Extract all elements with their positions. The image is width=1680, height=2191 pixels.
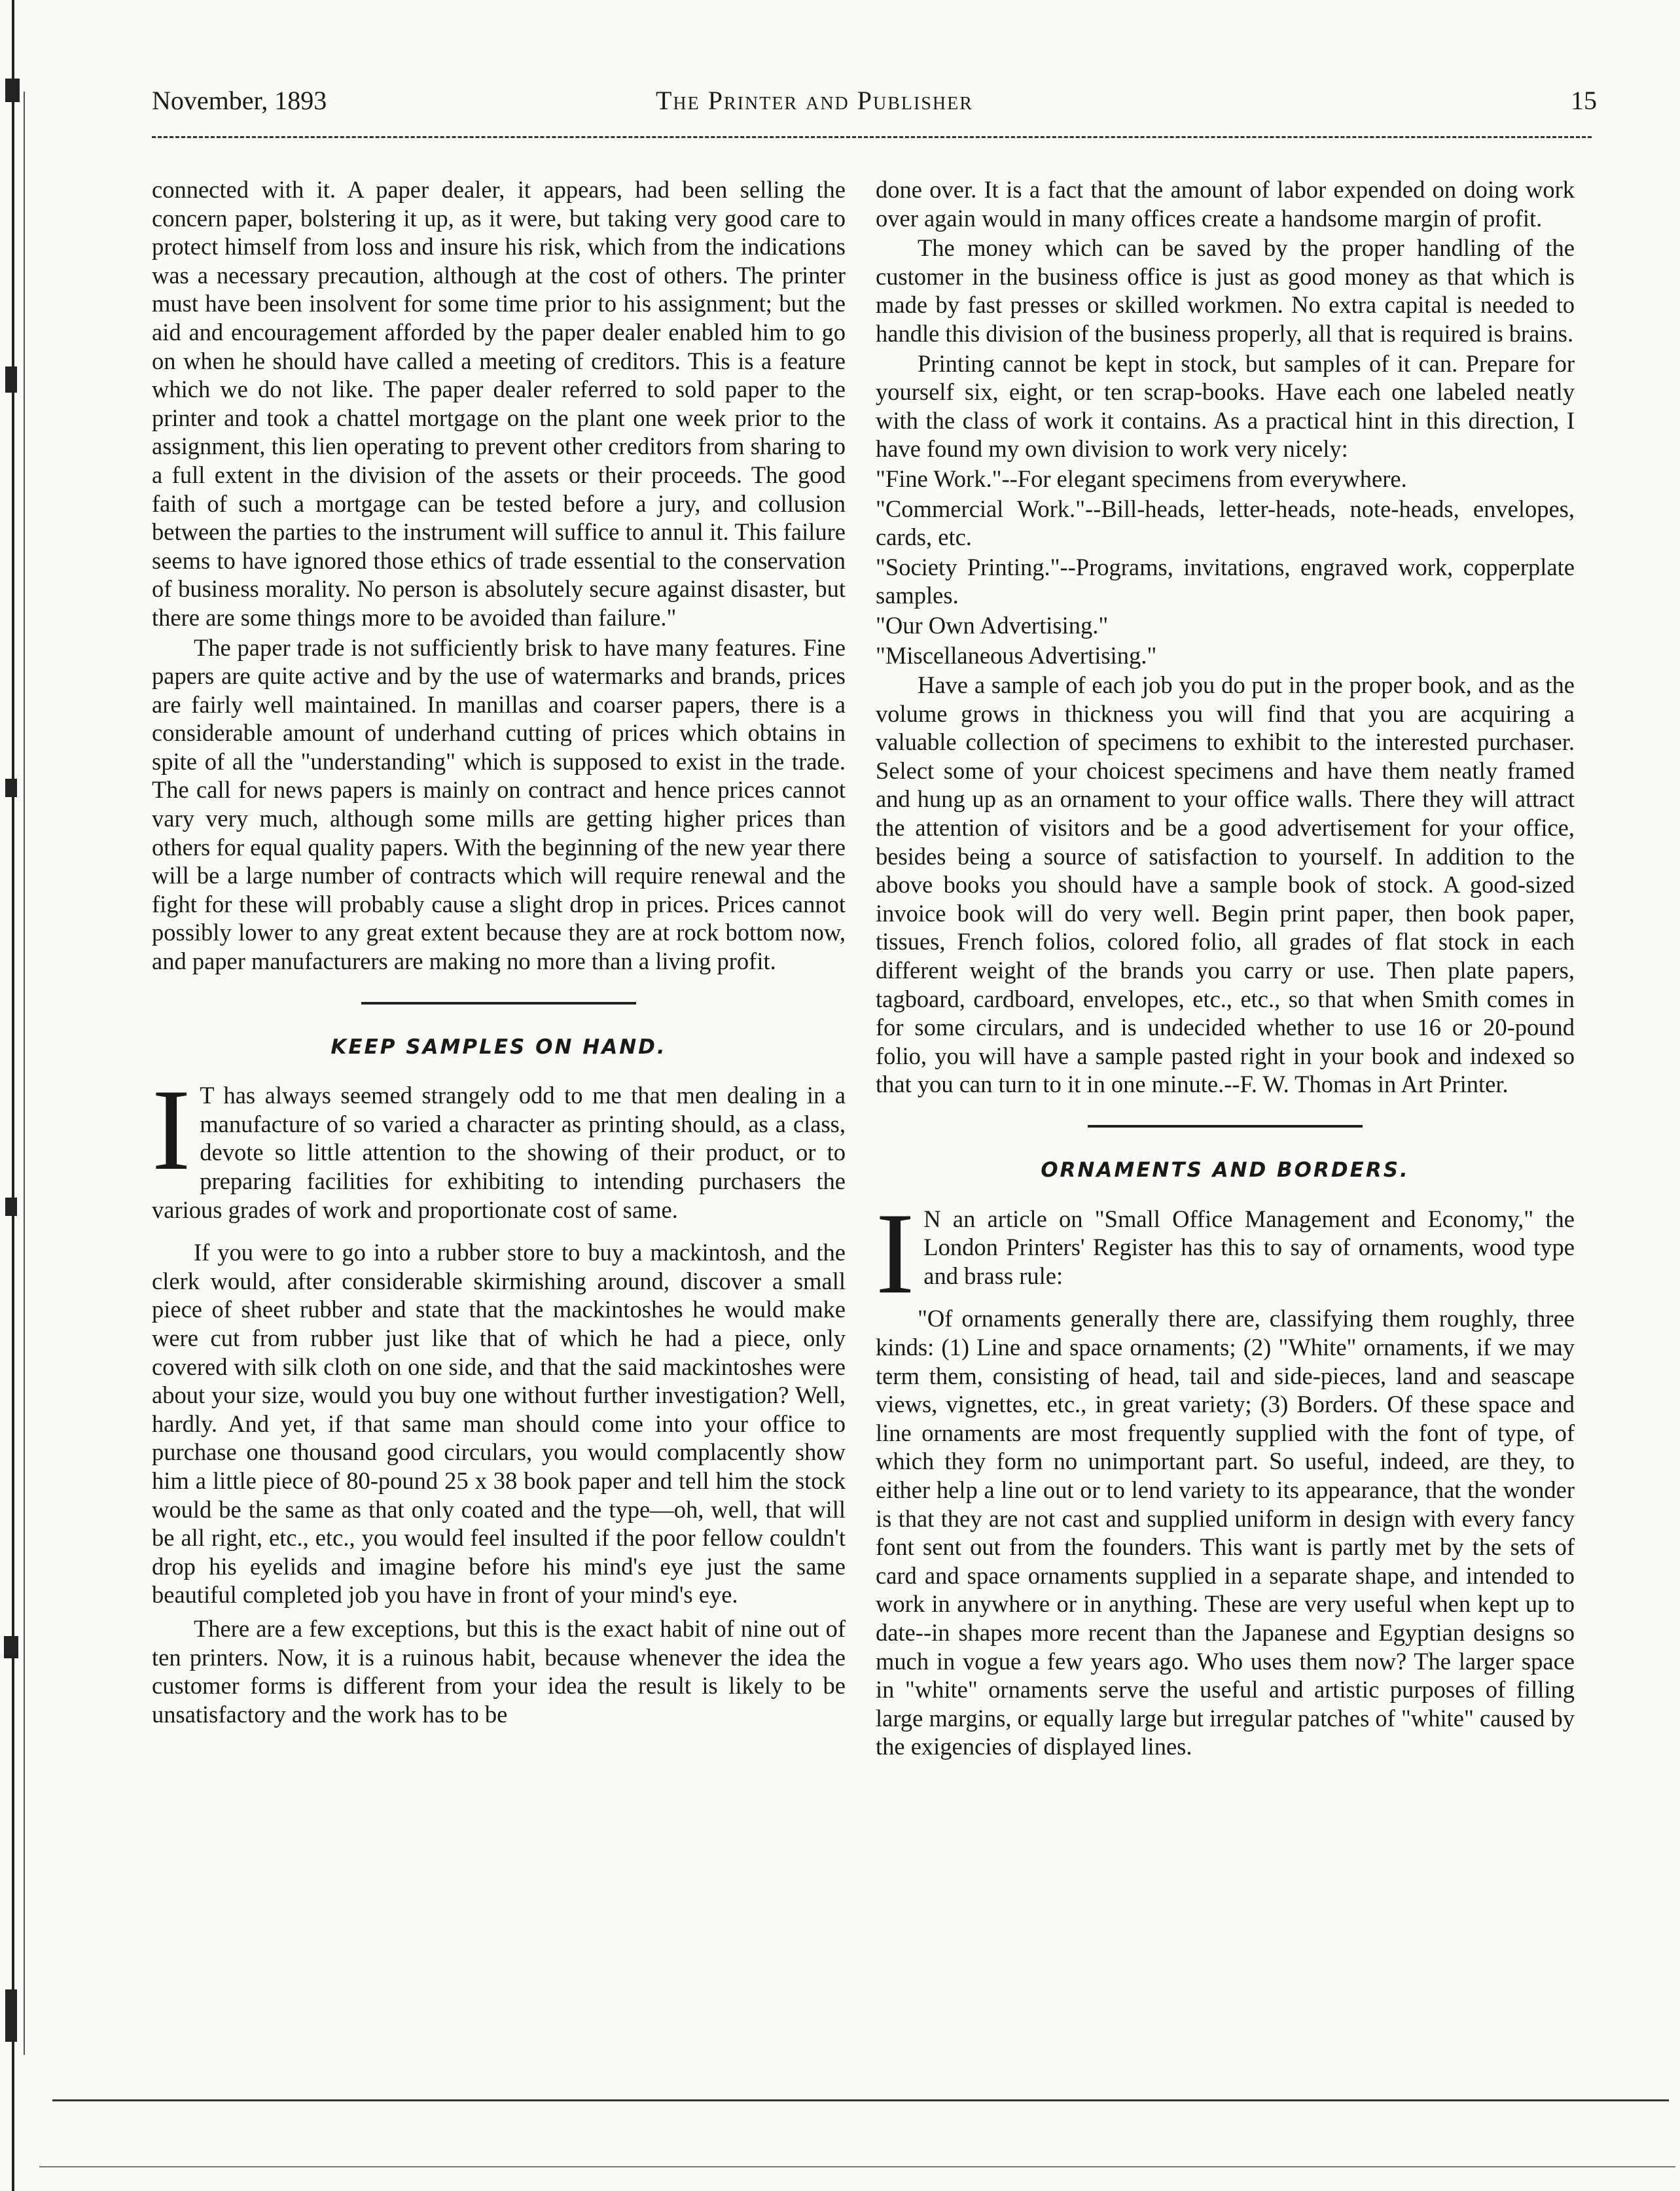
- list-item: "Commercial Work."--Bill-heads, letter-heads, note-heads, envelopes, cards, etc.: [876, 495, 1575, 551]
- section-divider: [361, 1002, 636, 1005]
- binding-mark: [5, 79, 20, 102]
- list-item: "Fine Work."--For elegant specimens from everywhere.: [876, 465, 1407, 492]
- list-item: "Miscellaneous Advertising.": [876, 641, 1157, 669]
- list-item: "Society Printing."--Programs, invitations, engraved work, copperplate samples.: [876, 553, 1575, 609]
- binding-mark: [5, 1198, 17, 1216]
- binding-mark: [5, 779, 17, 797]
- drop-cap: I: [876, 1188, 915, 1318]
- right-column: [876, 175, 1575, 1761]
- paragraph-text: T has always seemed strangely odd to me that men dealing in a manufacture of so varied a character as printing should, as a class, devote so little attention to the showing of their product, or to preparing facilities for exhibiting to intending purchasers the various grades of work and proportionate cost of same.: [152, 1082, 846, 1223]
- paragraph-text: N an article on "Small Office Management and Economy," the London Printers' Register has this to say of ornaments, wood type and brass rule:: [923, 1205, 1575, 1289]
- binding-mark: [5, 366, 17, 393]
- section-heading: KEEP SAMPLES ON HAND.: [331, 1035, 667, 1059]
- paragraph: The money which can be saved by the proper handling of the customer in the business office is just as good money as that which is made by fast presses or skilled workmen. No extra capital is needed to handle this division of the business properly, all that is required is brains.: [876, 234, 1575, 347]
- paragraph: Have a sample of each job you do put in the proper book, and as the volume grows in thickness you will find that you are acquiring a valuable collection of specimens to exhibit to the interested purchaser. Select some of your choicest specimens and have them neatly framed and hung up as an ornament to your office walls. There they will attract the attention of visitors and be a good advertisement for your office, besides being a source of satisfaction to yourself. In addition to the above books you should have a sample book of stock. A good-sized invoice book will do very well. Begin print paper, then book paper, tissues, French folios, colored folio, all grades of flat stock in each different weight of the brands you carry or use. Then plate papers, tagboard, cardboard, envelopes, etc., etc., so that when Smith comes in for some circulars, and is undecided whether to use 16 or 20-pound folio, you will have a sample pasted right in your book and indexed so that you can turn to it in one minute.--F. W. Thomas in Art Printer.: [876, 671, 1575, 1098]
- paragraph: The paper trade is not sufficiently brisk to have many features. Fine papers are quite active and by the use of watermarks and brands, prices are fairly well maintained. In manillas and coarser papers, there is a considerable amount of underhand cutting of prices which obtains in spite of all the "understanding" which is supposed to exist in the trade. The call for news papers is mainly on contract and hence prices cannot vary very much, although some mills are getting higher prices than others for equal quality papers. With the beginning of the new year there will be a large number of contracts which will require renewal and the fight for these will probably cause a slight drop in prices. Prices cannot possibly lower to any great extent because they are at rock bottom now, and paper manufacturers are making no more than a living profit.: [152, 633, 846, 975]
- bottom-rule: [52, 2099, 1669, 2101]
- section-opening-paragraph: [152, 1065, 846, 1224]
- paragraph: "Of ornaments generally there are, classifying them roughly, three kinds: (1) Line and space ornaments; (2) "White" ornaments, if we may term them, consisting of head, tail and side-pieces, land and seascape views, vignettes, etc., in great variety; (3) Borders. Of these space and line ornaments are most frequently supplied with the font of type, of which they form no unimportant part. So useful, indeed, are they, to either help a line out or to lend variety to its appearance, that the wonder is that they are not cast and supplied uniform in design with every fancy font sent out from the founders. This want is partly met by the sets of card and space ornaments supplied in a separate shape, and intended to work in anywhere or in anything. These are very useful when kept up to date--in shapes more recent than the Japanese and Egyptian designs so much in vogue a few years ago. Who uses them now? The larger space in "white" ornaments serve the useful and artistic purposes of filling large margins, or equally large but irregular patches of "white" caused by the exigencies of displayed lines.: [876, 1305, 1575, 1760]
- paragraph: There are a few exceptions, but this is the exact habit of nine out of ten printers. Now, it is a ruinous habit, because whenever the idea the customer forms is different from your idea the result is likely to be unsatisfactory and the work has to be: [152, 1614, 846, 1728]
- binding-edge: [12, 0, 14, 2191]
- paragraph: connected with it. A paper dealer, it appears, had been selling the concern paper, bolstering it up, as it were, but taking very good care to protect himself from loss and insure his risk, which from the indications was a necessary precaution, although at the cost of others. The printer must have been insolvent for some time prior to his assignment; but the aid and encouragement afforded by the paper dealer enabled him to go on when he should have called a meeting of creditors. This is a feature which we do not like. The paper dealer referred to sold paper to the printer and took a chattel mortgage on the plant one week prior to the assignment, this lien operating to prevent other creditors from sharing to a full extent in the division of the assets or their proceeds. The good faith of such a mortgage can be tested before a jury, and collusion between the parties to the instrument will suffice to annul it. This failure seems to have ignored those ethics of trade essential to the conservation of business morality. No person is absolutely secure against disaster, but there are some things more to be avoided than failure.": [152, 176, 846, 631]
- section-heading: ORNAMENTS AND BORDERS.: [1041, 1158, 1410, 1182]
- drop-cap: I: [152, 1065, 191, 1195]
- running-head: [152, 85, 1597, 124]
- section-opening-paragraph: [876, 1188, 1575, 1318]
- paragraph: done over. It is a fact that the amount of labor expended on doing work over again would in many offices create a handsome margin of profit.: [876, 176, 1575, 232]
- binding-mark: [4, 1636, 18, 1658]
- list-item: "Our Own Advertising.": [876, 611, 1109, 639]
- page-number: 15: [1571, 86, 1597, 115]
- paragraph: If you were to go into a rubber store to buy a mackintosh, and the clerk would, after considerable skirmishing around, discover a small piece of sheet rubber and state that the mackintoshes he would make were cut from rubber just like that of which he had a piece, only covered with silk cloth on one side, and that the said mackintoshes were about your size, would you buy one without further investigation? Well, hardly. And yet, if that same man should come into your office to purchase one thousand good circulars, you would complacently show him a little piece of 80-pound 25 x 38 book paper and tell him the stock would be the same as that only coated and the type—oh, well, that will be all right, etc., etc., you would feel insulted if the poor fellow couldn't drop his eyelids and imagine before his mind's eye just the same beautiful completed job you have in front of your mind's eye.: [152, 1239, 846, 1609]
- binding-shadow: [24, 92, 25, 2055]
- issue-date: November, 1893: [152, 86, 327, 115]
- paragraph: Printing cannot be kept in stock, but samples of it can. Prepare for yourself six, eight, or ten scrap-books. Have each one labeled neatly with the class of work it contains. As a practical hint in this direction, I have found my own division to work very nicely:: [876, 349, 1575, 463]
- page-edge: [39, 2166, 1675, 2167]
- publication-title: The Printer and Publisher: [656, 86, 973, 115]
- left-column: [152, 175, 846, 1728]
- section-divider: [1088, 1125, 1363, 1128]
- binding-mark: [5, 1989, 17, 2042]
- header-rule: [152, 136, 1592, 138]
